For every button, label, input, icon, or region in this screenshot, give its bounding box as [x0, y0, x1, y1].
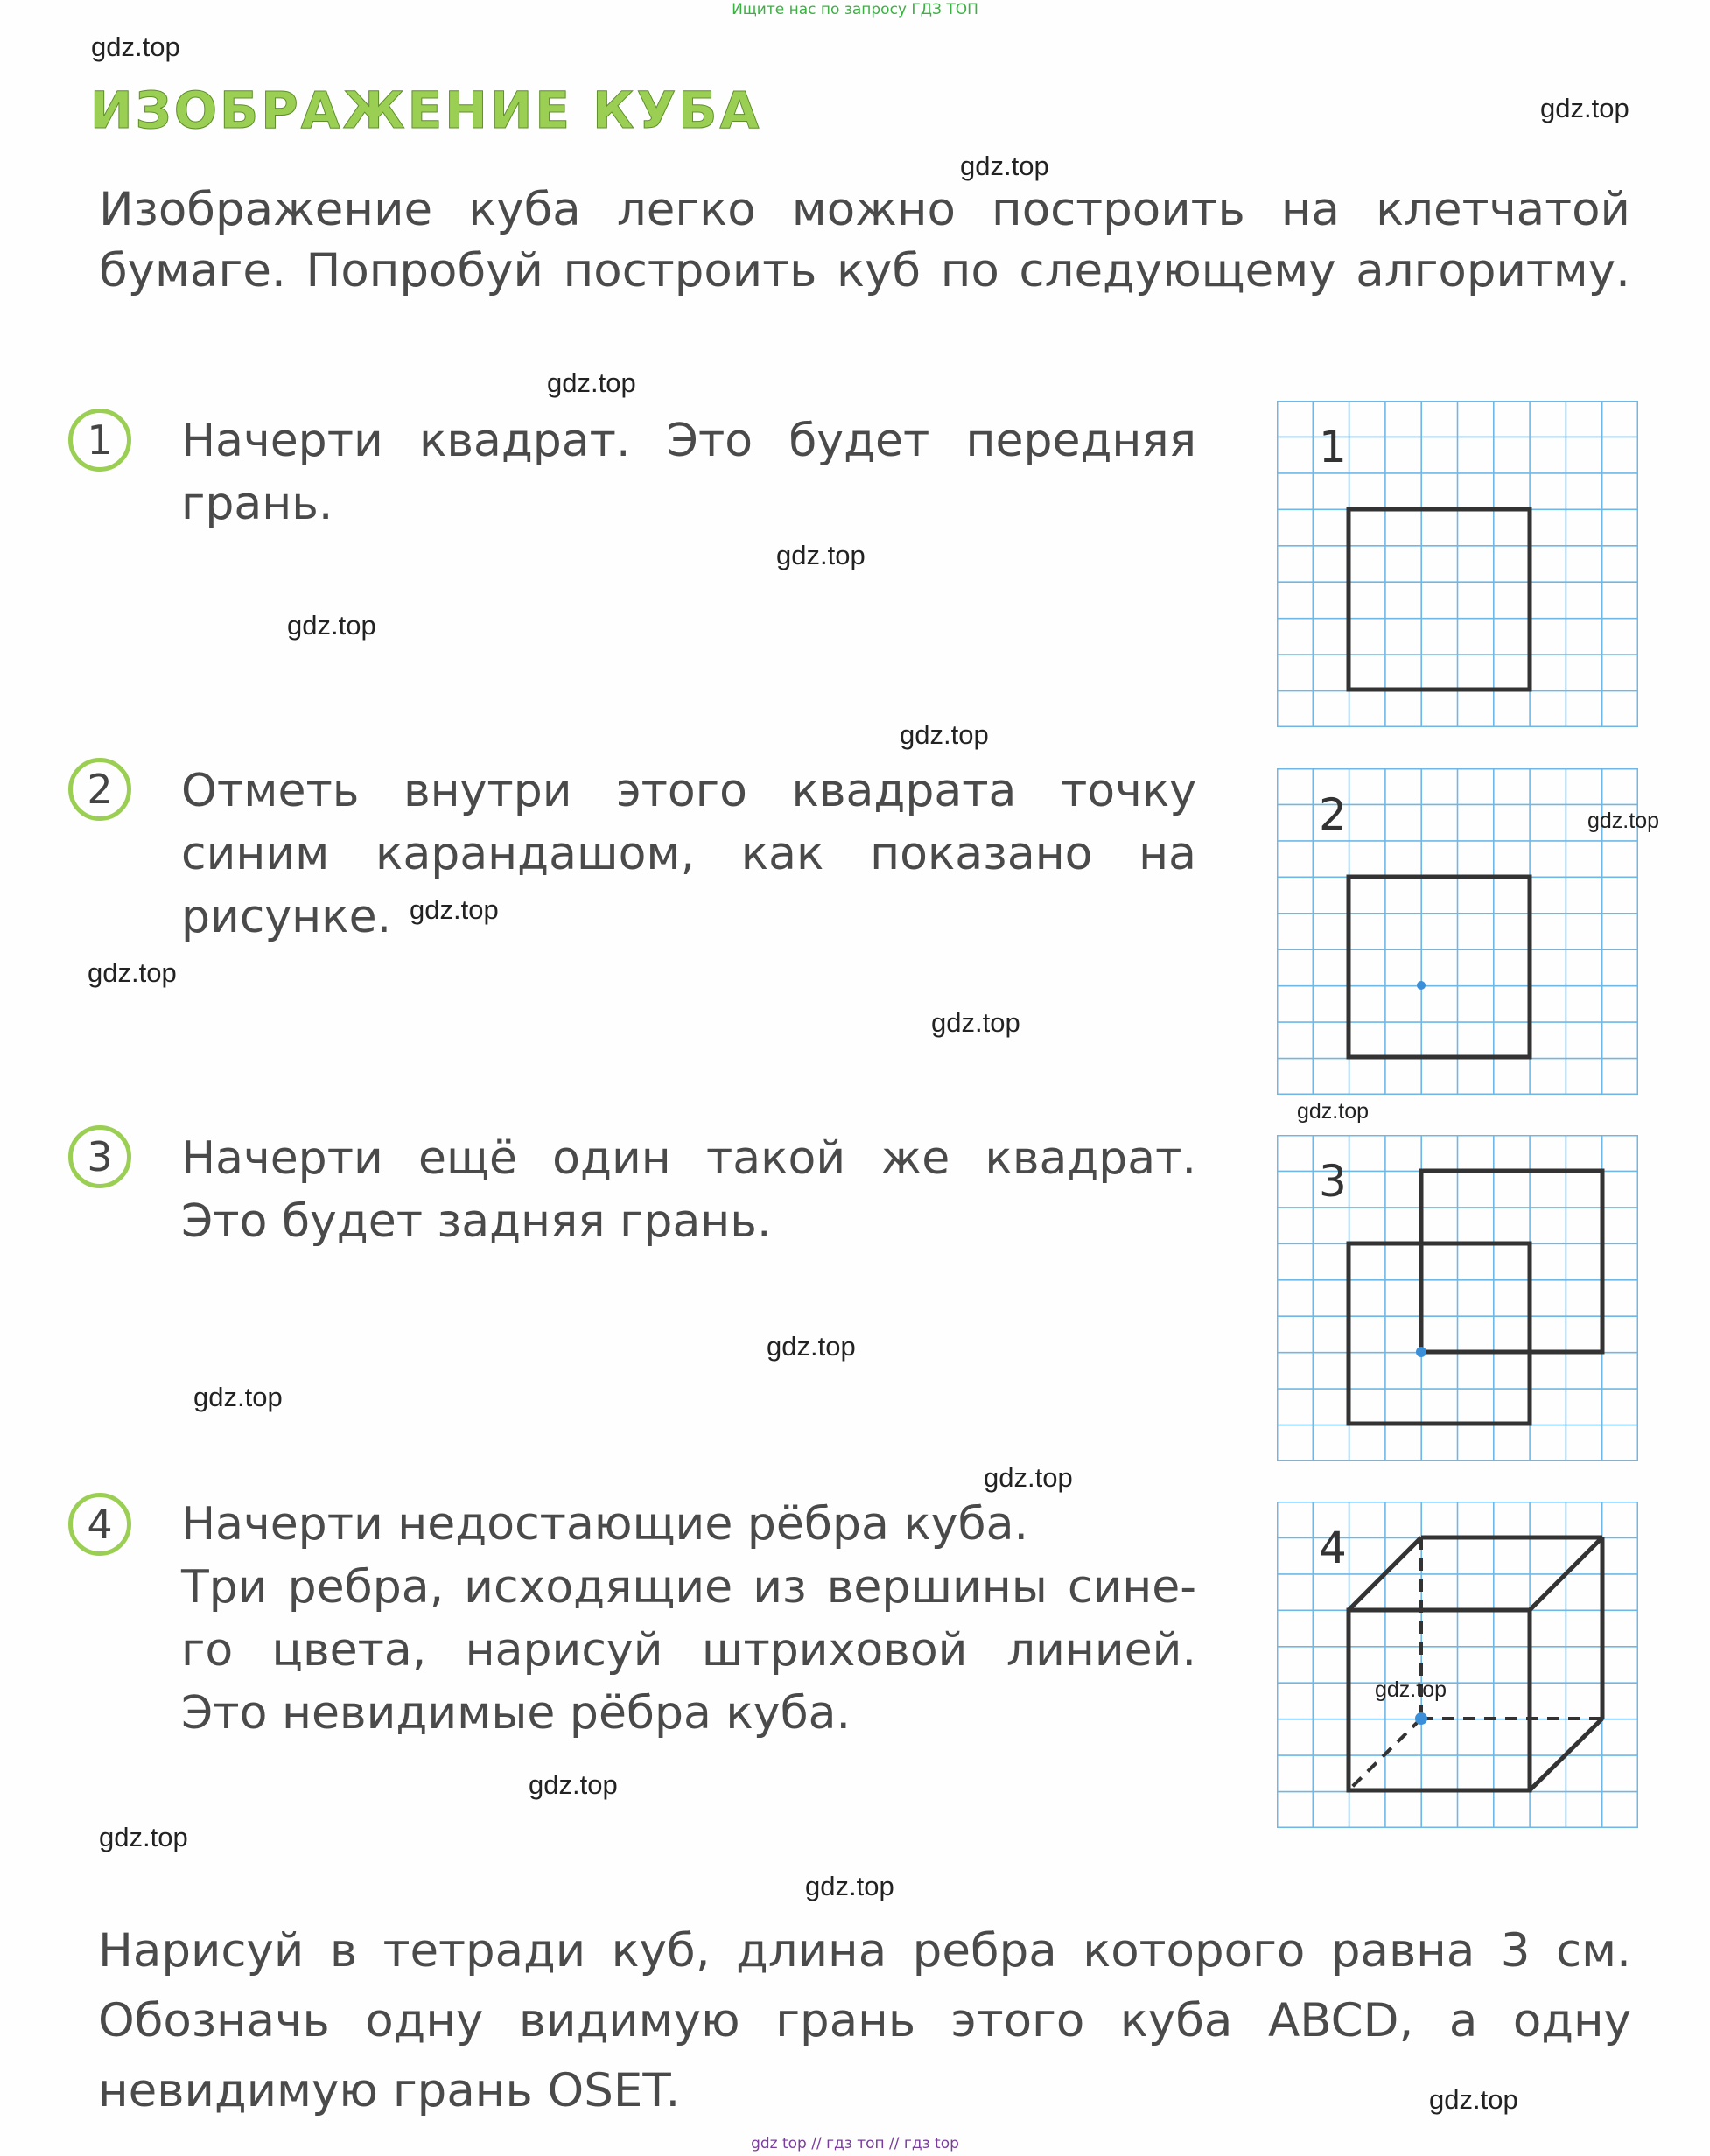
front-face-square [1349, 509, 1530, 690]
watermark: gdz.top [91, 32, 180, 62]
step-4-number-text: 4 [87, 1501, 113, 1548]
step-3-number-text: 3 [87, 1133, 113, 1180]
intro-paragraph [99, 179, 1630, 302]
watermark: gdz.top [88, 957, 177, 988]
task-line: Обозначь одну видимую грань этого куба ABCD, а одну [98, 1994, 1631, 2048]
step-2-number-text: 2 [87, 766, 113, 813]
watermark: gdz.top [931, 1007, 1020, 1038]
step-1-line: Начерти квадрат. Это будет передняя [181, 415, 1196, 467]
figure-1-grid [1277, 401, 1638, 727]
watermark: gdz.top [529, 1769, 618, 1800]
page-title: ИЗОБРАЖЕНИЕ КУБА [90, 80, 762, 140]
step-4-number [68, 1493, 131, 1556]
task-line: невидимую грань OSET. [98, 2064, 681, 2118]
intro-line: бумаге. Попробуй построить куб по следующему алгоритму. [99, 244, 1630, 298]
step-2-number [68, 758, 131, 821]
watermark: gdz.top [1375, 1677, 1447, 1702]
front-face-square [1349, 877, 1530, 1057]
step-4-line: Начерти недостающие рёбра куба. [181, 1498, 1028, 1550]
figure-4-label: 4 [1319, 1522, 1347, 1573]
blue-vertex [1415, 1712, 1427, 1725]
figure-2-label: 2 [1319, 789, 1347, 840]
watermark: gdz.top [99, 1822, 188, 1852]
figure-2-grid [1277, 768, 1638, 1095]
watermark: gdz.top [1429, 2084, 1518, 2115]
watermark: gdz.top [767, 1331, 856, 1362]
footer-links[interactable]: gdz top // гдз топ // гдз top [751, 2135, 959, 2152]
step-3-line: Это будет задняя грань. [181, 1195, 772, 1248]
step-1-line: грань. [181, 478, 333, 530]
step-1-number-text: 1 [87, 416, 113, 464]
back-face-square [1421, 1171, 1602, 1352]
task-line: Нарисуй в тетради куб, длина ребра которого равна 3 см. [98, 1924, 1631, 1978]
blue-point [1416, 1347, 1426, 1357]
watermark: gdz.top [776, 540, 866, 570]
blue-point [1417, 981, 1426, 990]
step-4-text [181, 1493, 1196, 1745]
step-3-text [181, 1127, 1196, 1253]
step-2-line: синим карандашом, как показано на [181, 828, 1196, 880]
figure-3-grid [1277, 1135, 1638, 1461]
watermark: gdz.top [287, 610, 376, 640]
step-1-number [68, 409, 131, 472]
step-2-line: Отметь внутри этого квадрата точку [181, 765, 1196, 817]
watermark: gdz.top [1297, 1099, 1370, 1124]
step-4-line: го цвета, нарисуй штриховой линией. [181, 1624, 1196, 1676]
front-face-square [1349, 1243, 1530, 1424]
step-3-number [68, 1125, 131, 1188]
step-4-line: Три ребра, исходящие из вершины сине- [181, 1561, 1196, 1614]
watermark: gdz.top [900, 719, 989, 750]
watermark: gdz.top [410, 894, 499, 925]
figure-3-label: 3 [1319, 1156, 1347, 1207]
intro-line: Изображение куба легко можно построить на клетчатой [99, 183, 1630, 236]
step-3-line: Начерти ещё один такой же квадрат. [181, 1132, 1196, 1185]
figure-4-grid [1277, 1502, 1638, 1828]
step-2-text [181, 760, 1196, 948]
watermark: gdz.top [960, 150, 1049, 181]
watermark: gdz.top [193, 1382, 283, 1412]
step-2-line: рисунке. [181, 891, 392, 943]
figure-1-label: 1 [1319, 422, 1347, 472]
watermark: gdz.top [1540, 93, 1629, 123]
step-4-line: Это невидимые рёбра куба. [181, 1687, 851, 1740]
homework-task [98, 1916, 1631, 2126]
step-1-text [181, 410, 1196, 536]
watermark: gdz.top [1587, 808, 1660, 833]
watermark: gdz.top [547, 368, 636, 398]
watermark: gdz.top [984, 1462, 1073, 1493]
top-banner[interactable]: Ищите нас по запросу ГДЗ ТОП [732, 1, 978, 18]
watermark: gdz.top [805, 1871, 894, 1901]
